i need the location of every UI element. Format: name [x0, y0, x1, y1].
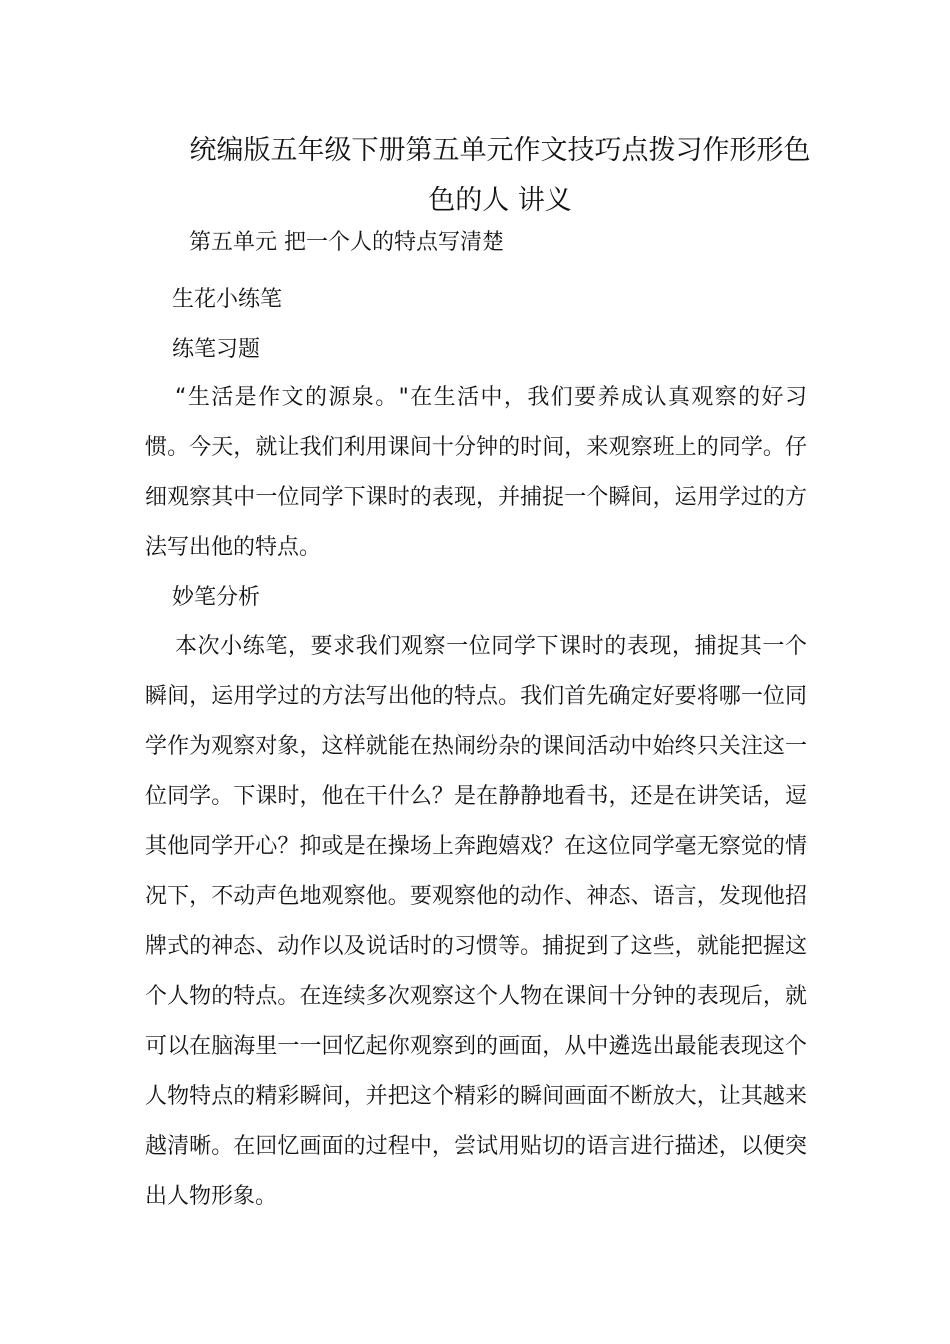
- document-title: 统编版五年级下册第五单元作文技巧点拨习作形形色色的人 讲义: [189, 135, 811, 216]
- analysis-paragraph: 本次小练笔，要求我们观察一位同学下课时的表现，捕捉其一个瞬间，运用学过的方法写出他的特点。我们首先确定好要将哪一位同学作为观察对象，这样就能在热闹纷杂的课间活动中始终只关注这一位同学。下课时，他在干什么？是在静静地看书，还是在讲笑话，逗其他同学开心？抑或是在操场上奔跑嬉戏？在这位同学毫无察觉的情况下，不动声色地观察他。要观察他的动作、神态、语言，发现他招牌式的神态、动作以及说话时的习惯等。捕捉到了这些，就能把握这个人物的特点。在连续多次观察这个人物在课间十分钟的表现后，就可以在脑海里一一回忆起你观察到的画面，从中遴选出最能表现这个人物特点的精彩瞬间，并把这个精彩的瞬间画面不断放大，让其越来越清晰。在回忆画面的过程中，尝试用贴切的语言进行描述，以便突出人物形象。: [145, 634, 807, 1209]
- section-heading-analysis: 妙笔分析: [172, 585, 261, 610]
- unit-heading: 第五单元 把一个人的特点写清楚: [189, 230, 504, 255]
- section-heading-exercise: 练笔习题: [172, 337, 261, 362]
- exercise-paragraph: “生活是作文的源泉。"在生活中，我们要养成认真观察的好习惯。今天，就让我们利用课间十分钟的时间，来观察班上的同学。仔细观察其中一位同学下课时的表现，并捕捉一个瞬间，运用学过的方法写出他的特点。: [145, 385, 807, 560]
- section-heading-practice: 生花小练笔: [172, 287, 283, 312]
